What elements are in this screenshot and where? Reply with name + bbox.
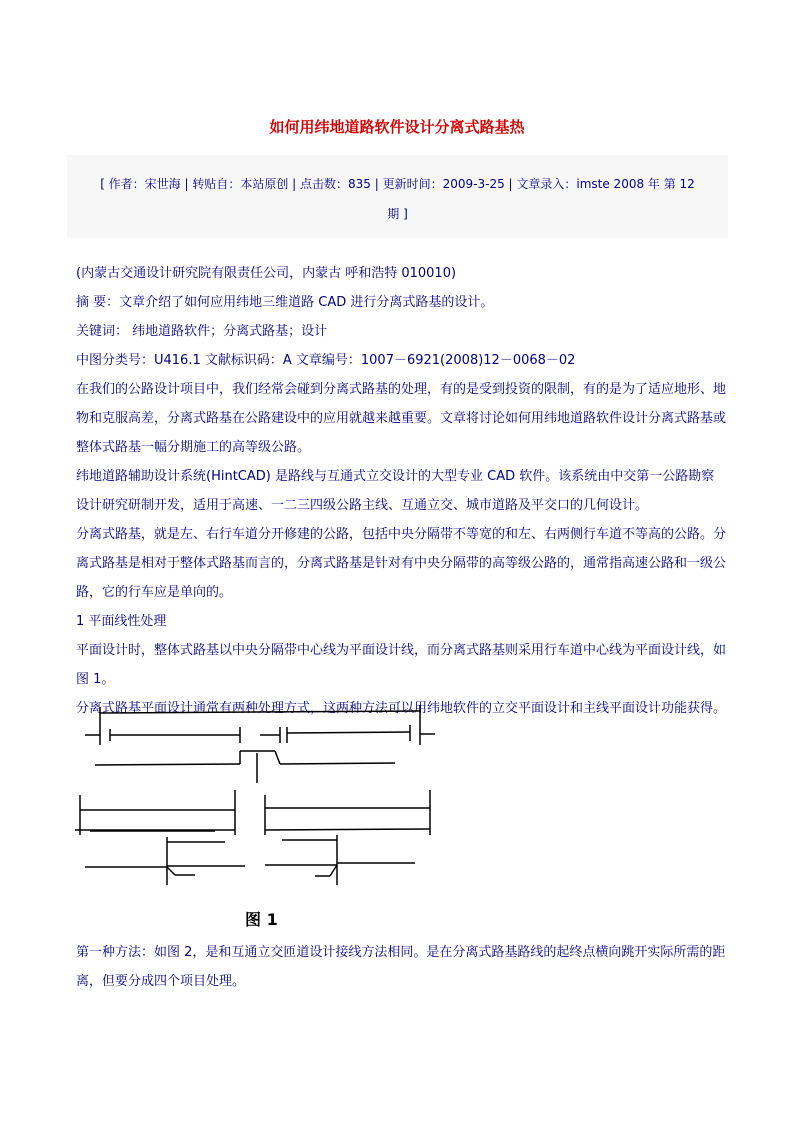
article-meta-box <box>67 155 728 238</box>
keywords: 关键词： 纬地道路软件；分离式路基；设计 <box>76 324 328 339</box>
paragraph: 分离式路基平面设计通常有两种处理方式，这两种方法可以用纬地软件的立交平面设计和主线平面设计功能获得。 <box>76 701 727 716</box>
paragraph: 平面设计时，整体式路基以中央分隔带中心线为平面设计线，而分离式路基则采用行车道中心线为平面设计线，如图 1。 <box>76 643 727 687</box>
paragraph: 在我们的公路设计项目中，我们经常会碰到分离式路基的处理，有的是受到投资的限制，有的是为了适应地形、地物和克服高差，分离式路基在公路建设中的应用就越来越重要。文章将讨论如何用纬地道路软件设计分离式路基或整体式路基一幅分期施工的高等级公路。 <box>76 382 727 455</box>
figure-1 <box>75 685 445 930</box>
section-heading: 1 平面线性处理 <box>76 614 167 629</box>
paragraph: 第一种方法：如图 2，是和互通立交匝道设计接线方法相同。是在分离式路基路线的起终点横向跳开实际所需的距离，但要分成四个项目处理。 <box>76 945 726 989</box>
abstract: 摘 要：文章介绍了如何应用纬地三维道路 CAD 进行分离式路基的设计。 <box>76 295 494 310</box>
classification: 中图分类号：U416.1 文献标识码：A 文章编号：1007－6921(2008)12－0068－02 <box>76 353 576 368</box>
article-meta-line: 期 ] <box>387 207 408 221</box>
article-meta-line: [ 作者：宋世海 | 转贴自：本站原创 | 点击数：835 | 更新时间：2009-3-25 | 文章录入：imste 2008 年 第 12 <box>100 177 695 191</box>
affiliation: (内蒙古交通设计研究院有限责任公司，内蒙古 呼和浩特 010010) <box>76 266 457 281</box>
article-body-continued <box>76 938 726 996</box>
article-body <box>76 259 726 723</box>
paragraph: 纬地道路辅助设计系统(HintCAD) 是路线与互通式立交设计的大型专业 CAD 软件。该系统由中交第一公路勘察设计研究研制开发，适用于高速、一二三四级公路主线、互通立交、城市道路及平交口的几何设计。 <box>76 469 715 513</box>
figure-caption: 图 1 <box>245 910 278 929</box>
article-title: 如何用纬地道路软件设计分离式路基热 <box>269 118 525 136</box>
road-cross-section-diagram <box>75 685 445 930</box>
paragraph: 分离式路基，就是左、右行车道分开修建的公路，包括中央分隔带不等宽的和左、右两侧行车道不等高的公路。分离式路基是相对于整体式路基而言的，分离式路基是针对有中央分隔带的高等级公路的，通常指高速公路和一级公路，它的行车应是单向的。 <box>76 527 727 600</box>
